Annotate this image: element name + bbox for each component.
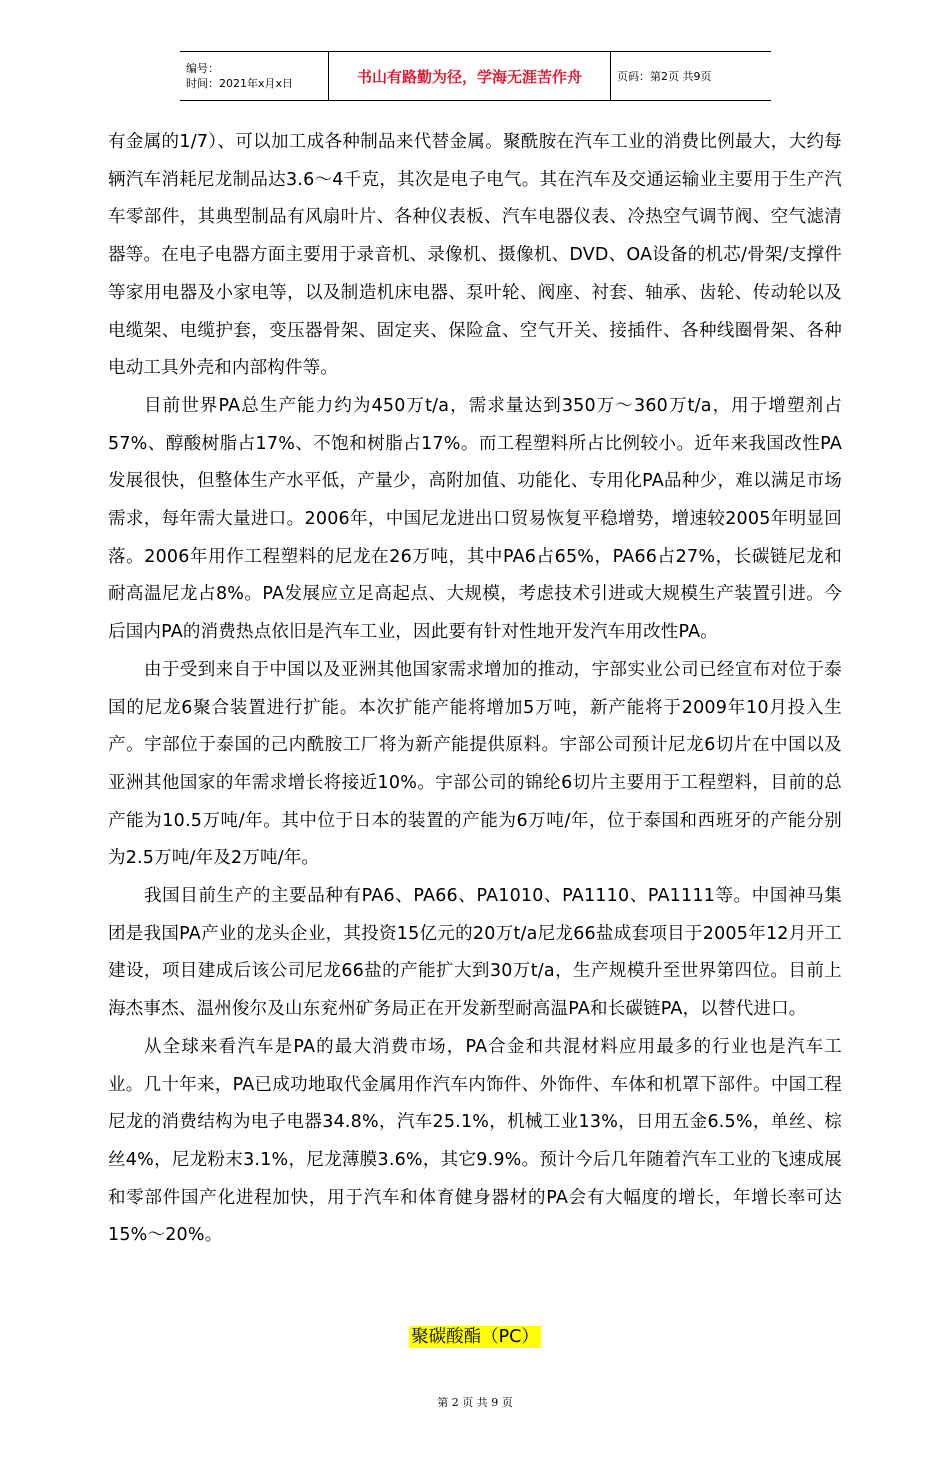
page-number-label: 页码：第2页 共9页: [617, 70, 712, 83]
page-footer: 第 2 页 共 9 页: [437, 1396, 513, 1409]
paragraph: 我国目前生产的主要品种有PA6、PA66、PA1010、PA1110、PA1111等。中国神马集团是我国PA产业的龙头企业，其投资15亿元的20万t/a尼龙66盐成套项目于2005年12月开工建设，项目建成后该公司尼龙66盐的产能扩大到30万t/a，生产规模升至世界第四位。目前上海杰事杰、温州俊尔及山东兖州矿务局正在开发新型耐高温PA和长碳链PA，以替代进口。: [108, 886, 842, 1020]
document-body: [108, 124, 842, 1255]
paragraph: 目前世界PA总生产能力约为450万t/a，需求量达到350万～360万t/a，用于增塑剂占57%、醇酸树脂占17%、不饱和树脂占17%。而工程塑料所占比例较小。近年来我国改性PA发展很快，但整体生产水平低，产量少，高附加值、功能化、专用化PA品种少，难以满足市场需求，每年需大量进口。2006年，中国尼龙进出口贸易恢复平稳增势，增速较2005年明显回落。2006年用作工程塑料的尼龙在26万吨，其中PA6占65%，PA66占27%，长碳链尼龙和耐高温尼龙占8%。PA发展应立足高起点、大规模，考虑技术引进或大规模生产装置引进。今后国内PA的消费热点依旧是汽车工业，因此要有针对性地开发汽车用改性PA。: [108, 395, 842, 643]
section-heading-text: 聚碳酸酯（PC）: [411, 1327, 539, 1347]
motto-text: 书山有路勤为径，学海无涯苦作舟: [356, 67, 582, 86]
paragraph: 从全球来看汽车是PA的最大消费市场，PA合金和共混材料应用最多的行业也是汽车工业。几十年来，PA已成功地取代金属用作汽车内饰件、外饰件、车体和机罩下部件。中国工程尼龙的消费结构为电子电器34.8%，汽车25.1%，机械工业13%，日用五金6.5%，单丝、棕丝4%，尼龙粉末3.1%，尼龙薄膜3.6%，其它9.9%。预计今后几年随着汽车工业的飞速成展和零部件国产化进程加快，用于汽车和体育健身器材的PA会有大幅度的增长，年增长率可达15%～20%。: [108, 1036, 842, 1246]
header-motto: [329, 52, 611, 100]
document-time-label: 时间：2021年x月x日: [186, 77, 294, 90]
paragraph: 有金属的1/7）、可以加工成各种制品来代替金属。聚酰胺在汽车工业的消费比例最大，大约每辆汽车消耗尼龙制品达3.6～4千克，其次是电子电气。其在汽车及交通运输业主要用于生产汽车零部件，其典型制品有风扇叶片、各种仪表板、汽车电器仪表、冷热空气调节阀、空气滤清器等。在电子电器方面主要用于录音机、录像机、摄像机、DVD、OA设备的机芯/骨架/支撑件等家用电器及小家电等，以及制造机床电器、泵叶轮、阀座、衬套、轴承、齿轮、传动轮以及电缆架、电缆护套，变压器骨架、固定夹、保险盒、空气开关、接插件、各种线圈骨架、各种电动工具外壳和内部构件等。: [108, 132, 842, 379]
header-meta: [180, 52, 329, 100]
document-number-label: 编号：: [186, 62, 219, 75]
section-heading: [0, 1324, 950, 1350]
page-header: [180, 51, 771, 101]
header-page-number: [611, 52, 771, 100]
paragraph: 由于受到来自于中国以及亚洲其他国家需求增加的推动，宇部实业公司已经宣布对位于泰国的尼龙6聚合装置进行扩能。本次扩能产能将增加5万吨，新产能将于2009年10月投入生产。宇部位于泰国的己内酰胺工厂将为新产能提供原料。宇部公司预计尼龙6切片在中国以及亚洲其他国家的年需求增长将接近10%。宇部公司的锦纶6切片主要用于工程塑料，目前的总产能为10.5万吨/年。其中位于日本的装置的产能为6万吨/年，位于泰国和西班牙的产能分别为2.5万吨/年及2万吨/年。: [108, 659, 842, 869]
